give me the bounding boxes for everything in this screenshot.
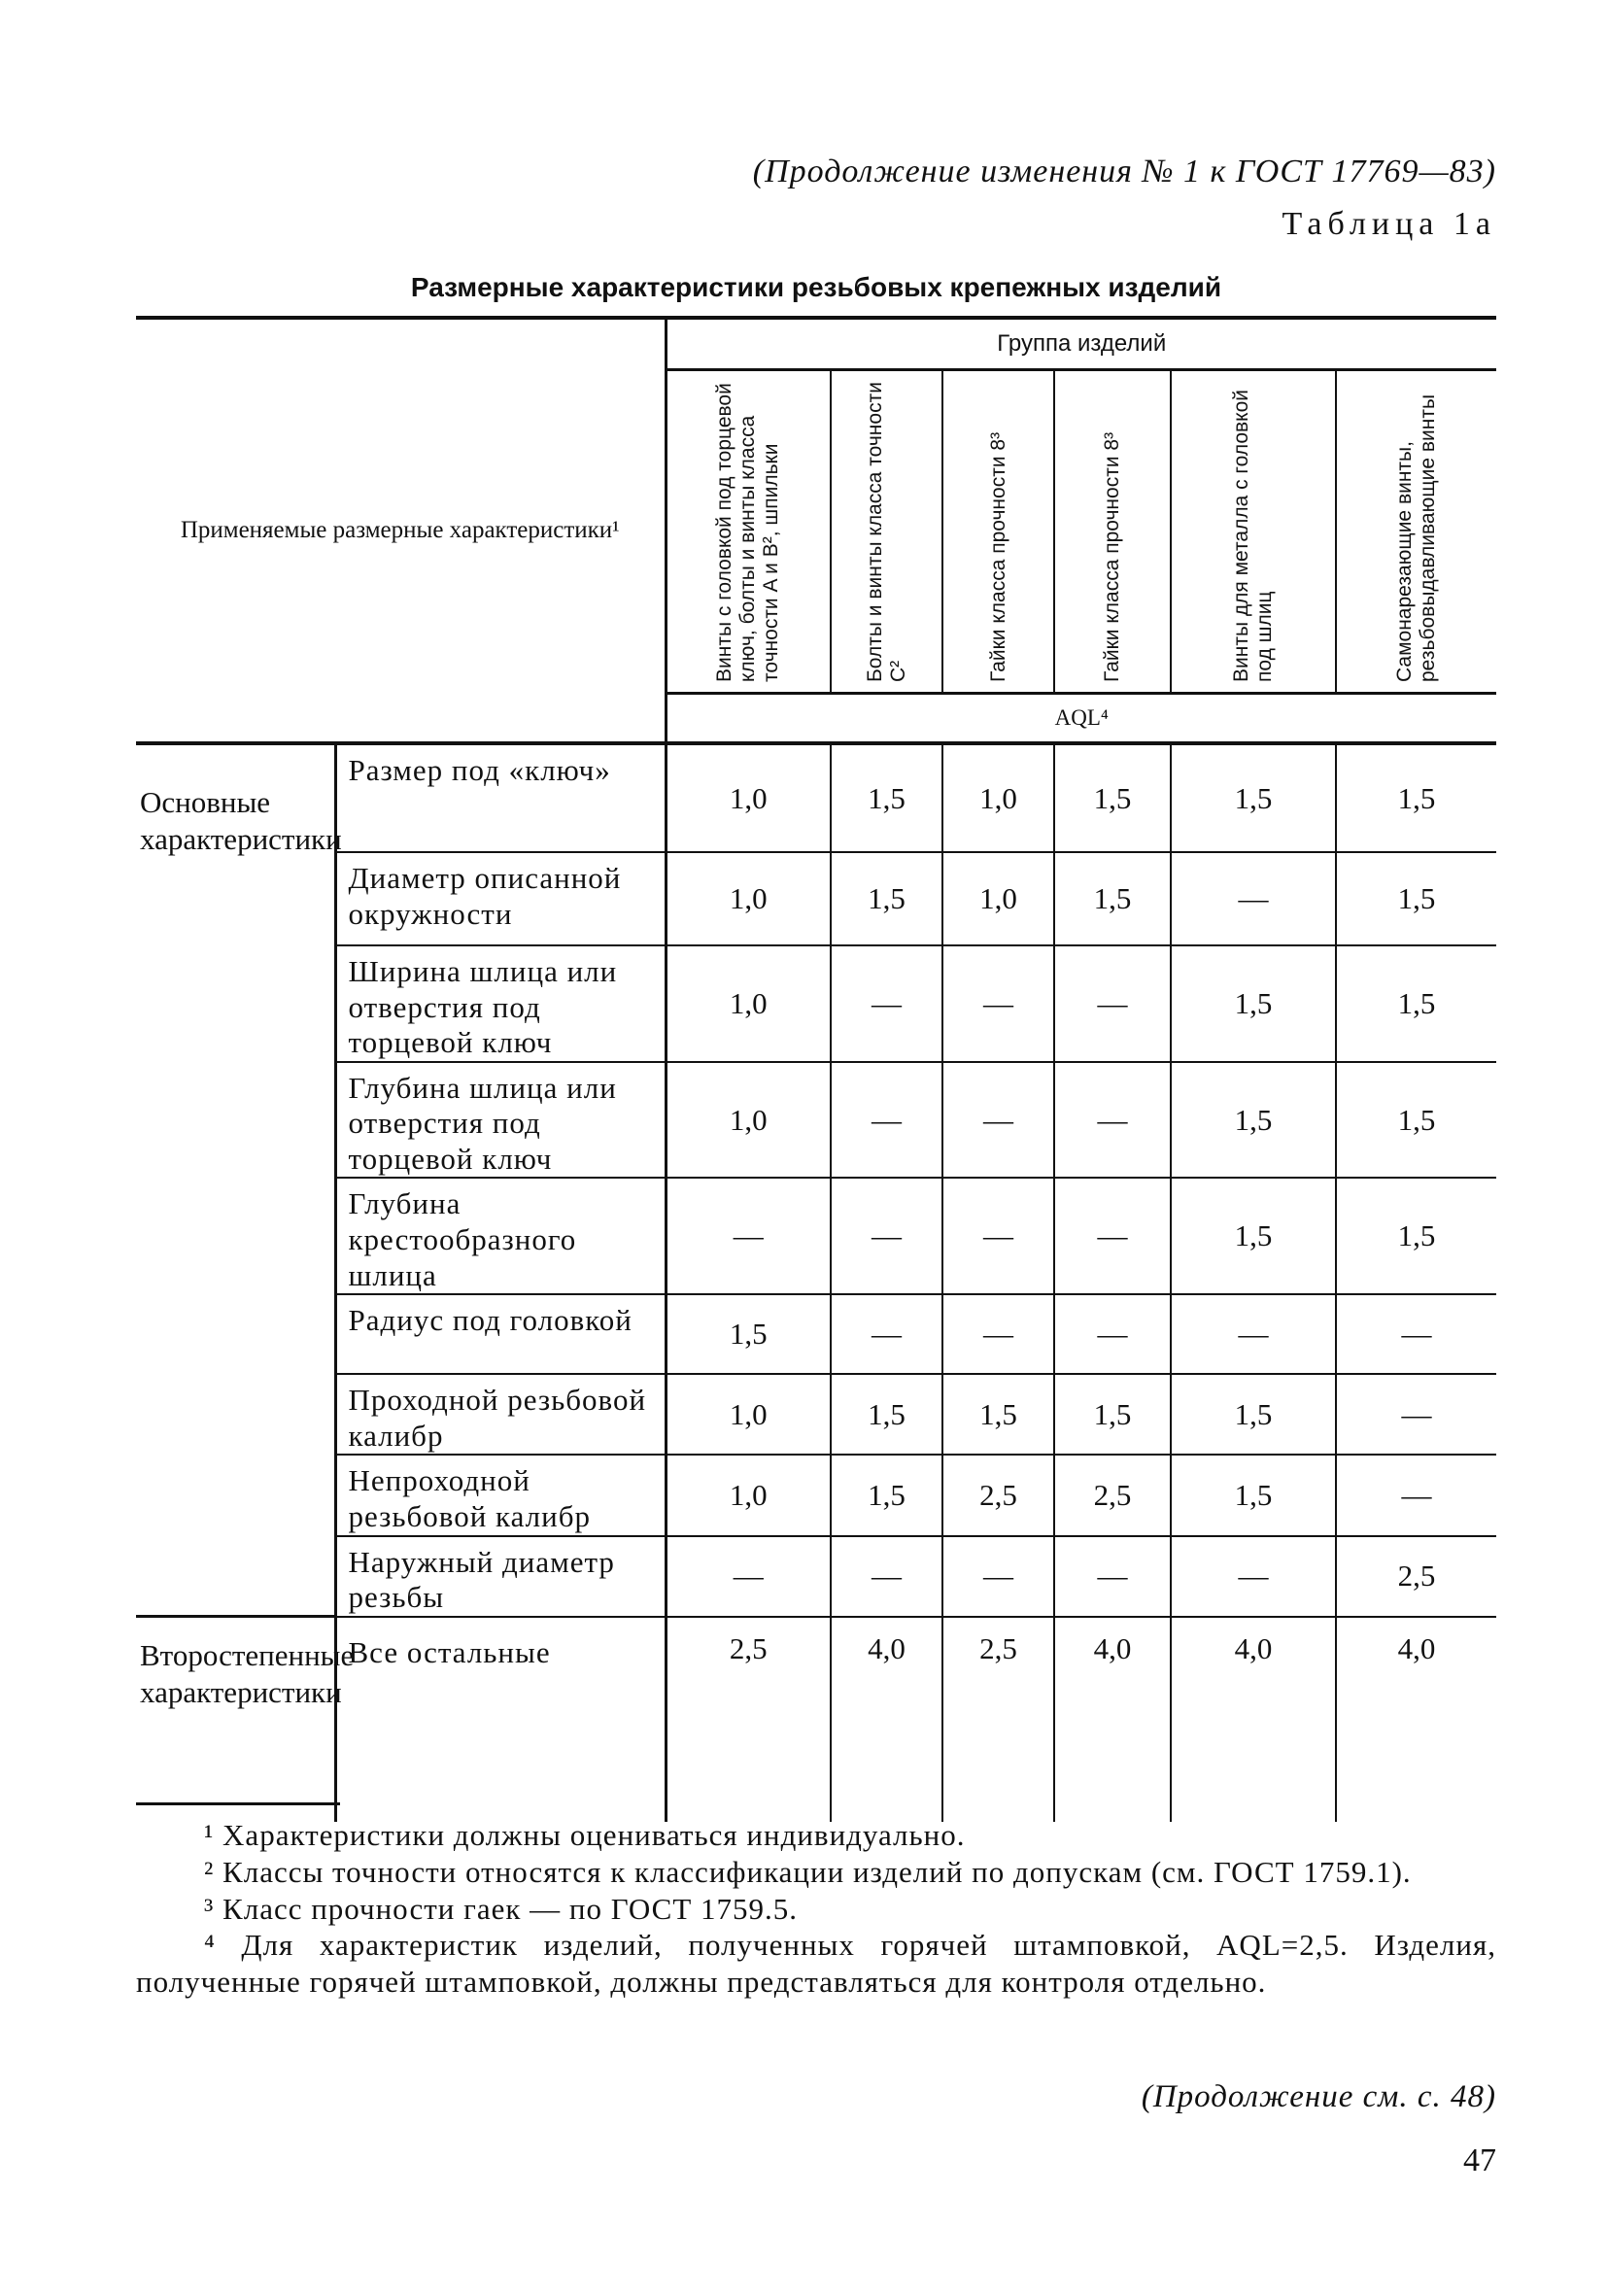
category-primary: Основные характеристики	[140, 785, 342, 856]
table-cell: 1,5	[1336, 852, 1496, 945]
table-cell: —	[1054, 1178, 1171, 1294]
table-cell: 1,5	[1054, 1374, 1171, 1455]
continuation-footer: (Продолжение см. с. 48)	[1141, 2079, 1496, 2114]
table-cell: 1,5	[831, 1455, 942, 1535]
column-header: Самонарезающие винты, резьбовыдавливающие винты	[1336, 370, 1496, 694]
table-cell: —	[1336, 1374, 1496, 1455]
aql-label: AQL⁴	[666, 694, 1496, 744]
table-cell: 2,5	[942, 1617, 1054, 1823]
table-cell: —	[831, 1536, 942, 1617]
row-label: Диаметр описанной окружности	[335, 852, 666, 945]
table-cell: —	[942, 1536, 1054, 1617]
row-label: Радиус под головкой	[335, 1294, 666, 1374]
table-cell: 1,5	[1171, 1455, 1336, 1535]
column-header: Гайки класса прочности 8³	[942, 370, 1054, 694]
footnotes	[136, 1817, 1496, 2001]
table-cell: 1,5	[1171, 743, 1336, 852]
column-header: Болты и винты класса точности C²	[831, 370, 942, 694]
table-cell: 1,5	[1336, 945, 1496, 1062]
row-label: Глубина крестообразного шлица	[335, 1178, 666, 1294]
table-cell: 2,5	[1054, 1455, 1171, 1535]
table-cell: 1,5	[1336, 1062, 1496, 1179]
table-cell: 4,0	[1171, 1617, 1336, 1823]
table-cell: 1,5	[831, 1374, 942, 1455]
table-cell: 4,0	[1054, 1617, 1171, 1823]
row-label: Ширина шлица или отверстия под торцевой ключ	[335, 945, 666, 1062]
table-cell: 1,5	[1171, 1178, 1336, 1294]
row-label: Проходной резьбовой калибр	[335, 1374, 666, 1455]
table-cell: 1,5	[1054, 743, 1171, 852]
table-cell: —	[942, 1294, 1054, 1374]
table-title: Размерные характеристики резьбовых крепежных изделий	[410, 272, 1222, 302]
table-cell: —	[1336, 1455, 1496, 1535]
table-cell: 1,0	[666, 1455, 831, 1535]
table-cell: 1,5	[1336, 1178, 1496, 1294]
table-cell: —	[831, 945, 942, 1062]
table-number: Таблица 1а	[1282, 206, 1496, 242]
table-cell: 1,5	[1054, 852, 1171, 945]
table-cell: 2,5	[1336, 1536, 1496, 1617]
table-cell: 1,5	[1171, 1374, 1336, 1455]
table-cell: 4,0	[1336, 1617, 1496, 1823]
table-cell: 1,0	[666, 852, 831, 945]
table-cell: —	[1336, 1294, 1496, 1374]
table-cell: 1,0	[666, 945, 831, 1062]
row-label: Наружный диаметр резьбы	[335, 1536, 666, 1617]
table-cell: —	[1054, 945, 1171, 1062]
table-cell: 1,0	[666, 1062, 831, 1179]
row-label: Глубина шлица или отверстия под торцевой ключ	[335, 1062, 666, 1179]
table-cell: —	[1054, 1294, 1171, 1374]
table-cell: 1,0	[666, 1374, 831, 1455]
table-cell: —	[942, 1062, 1054, 1179]
footnote: ² Классы точности относятся к классификации изделий по допускам (см. ГОСТ 1759.1).	[204, 1854, 1412, 1889]
table-cell: 1,5	[666, 1294, 831, 1374]
table-cell: —	[1054, 1536, 1171, 1617]
table-cell: 1,0	[942, 743, 1054, 852]
table-cell: —	[831, 1062, 942, 1179]
table-cell: 2,5	[942, 1455, 1054, 1535]
table-cell: 2,5	[729, 1630, 768, 1665]
footnote: ¹ Характеристики должны оцениваться индивидуально.	[204, 1818, 966, 1852]
aql-table	[136, 316, 1496, 1822]
table-cell: 1,5	[831, 743, 942, 852]
table-cell: —	[1171, 852, 1336, 945]
table-cell: —	[666, 1178, 831, 1294]
table-cell: 1,5	[1336, 743, 1496, 852]
table-cell: —	[831, 1178, 942, 1294]
continuation-header: (Продолжение изменения № 1 к ГОСТ 17769—83)	[752, 154, 1496, 189]
table-cell: 1,0	[666, 743, 831, 852]
table-cell: 1,5	[942, 1374, 1054, 1455]
table-cell: —	[1054, 1062, 1171, 1179]
table-cell: —	[942, 945, 1054, 1062]
column-header: Гайки класса прочности 8³	[1054, 370, 1171, 694]
table-cell: 1,0	[942, 852, 1054, 945]
group-header: Группа изделий	[666, 318, 1496, 370]
head-label: Применяемые размерные характеристики¹	[136, 318, 666, 743]
table-cell: —	[831, 1294, 942, 1374]
row-label: Непроходной резьбовой калибр	[335, 1455, 666, 1535]
row-label: Все остальные	[335, 1617, 666, 1823]
footnote: ⁴ Для характеристик изделий, полученных горячей штамповкой, AQL=2,5. Изделия, полученные горячей штамповкой, должны представляться для контроля отдельно.	[136, 1928, 1496, 2000]
table-cell: —	[942, 1178, 1054, 1294]
column-header: Винты с головкой под торцевой ключ, болты и винты класса точности A и B², шпильки	[713, 383, 783, 682]
table-cell: —	[1171, 1294, 1336, 1374]
table-cell: 1,5	[831, 852, 942, 945]
page-number: 47	[1463, 2142, 1496, 2178]
table-cell: 1,5	[1171, 1062, 1336, 1179]
column-header: Винты для металла с головкой под шлиц	[1171, 370, 1336, 694]
category-secondary: Второстепенные характеристики	[136, 1617, 335, 1823]
row-label: Размер под «ключ»	[335, 743, 666, 852]
footnote: ³ Класс прочности гаек — по ГОСТ 1759.5.	[204, 1891, 799, 1926]
table-cell: —	[1171, 1536, 1336, 1617]
table-cell: 1,5	[1171, 945, 1336, 1062]
table-cell: —	[666, 1536, 831, 1617]
footnote-divider	[136, 1802, 340, 1805]
table-cell: 4,0	[831, 1617, 942, 1823]
